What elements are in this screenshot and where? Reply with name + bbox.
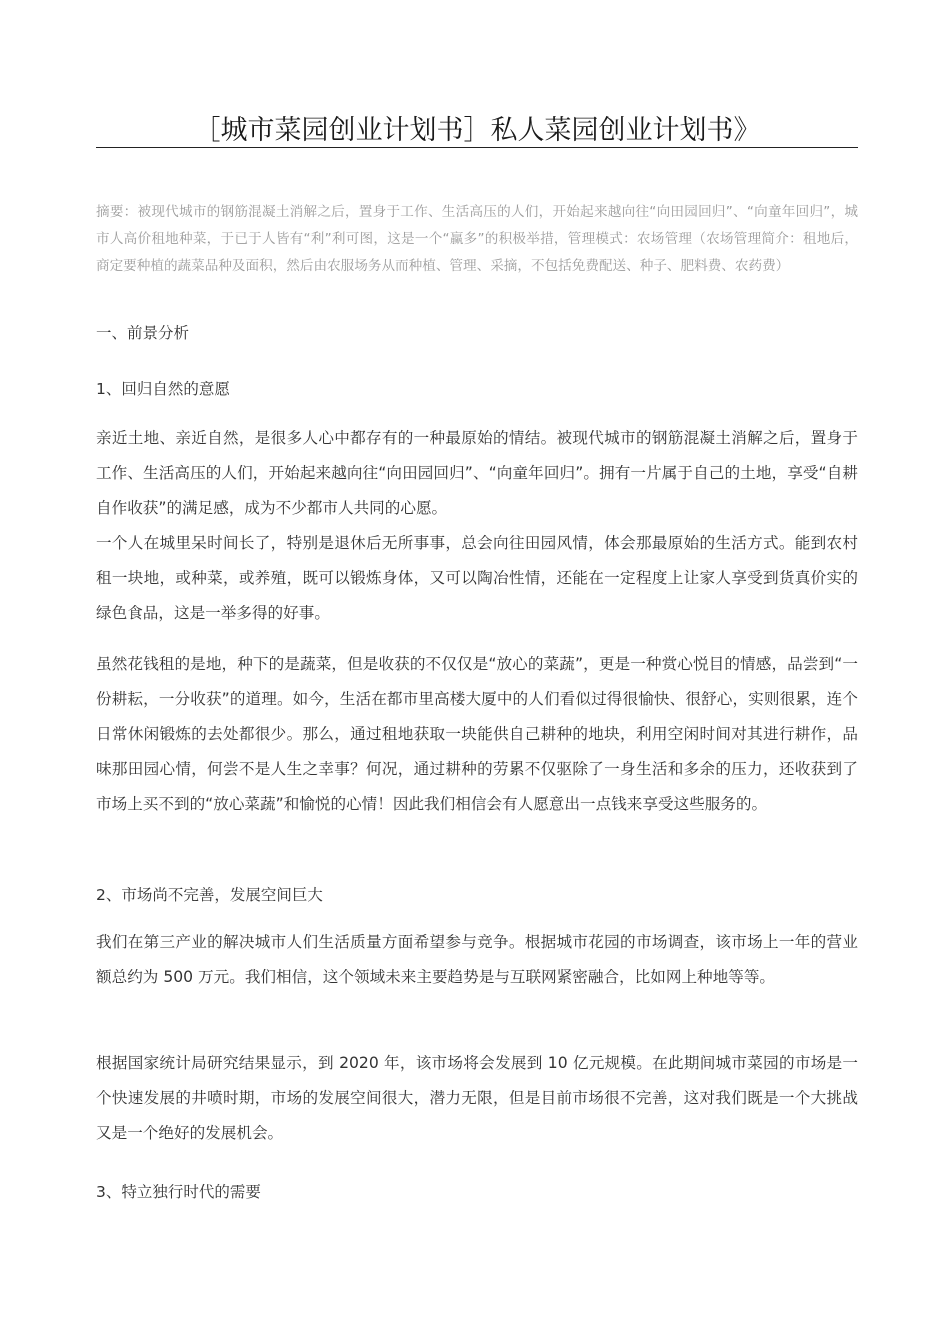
paragraph-market-1: 我们在第三产业的解决城市人们生活质量方面希望参与竞争。根据城市花园的市场调查，该市场上一年的营业额总约为 500 万元。我们相信，这个领域未来主要趋势是与互联网紧密融合，比如网上种地等等。: [96, 933, 858, 986]
section-heading-prospect: 一、前景分析: [96, 324, 190, 342]
document-title: ［城市菜园创业计划书］私人菜园创业计划书》: [193, 115, 761, 146]
subheading-independent-era: 3、特立独行时代的需要: [96, 1183, 261, 1201]
abstract-paragraph: 摘要：被现代城市的钢筋混凝土消解之后，置身于工作、生活高压的人们，开始起来越向往“向田园回归”、“向童年回归”，城市人高价租地种菜，于已于人皆有“利”利可图，这是一个“赢多”的积极举措，管理模式：农场管理（农场管理简介：租地后，商定要种植的蔬菜品种及面积，然后由农服场务从而种植、管理、采摘，不包括免费配送、种子、肥料费、农药费）: [96, 204, 858, 274]
subheading-market-space: 2、市场尚不完善，发展空间巨大: [96, 886, 323, 904]
paragraph-market-2: 根据国家统计局研究结果显示，到 2020 年，该市场将会发展到 10 亿元规模。在此期间城市菜园的市场是一个快速发展的井喷时期，市场的发展空间很大，潜力无限，但是目前市场很不完善，这对我们既是一个大挑战又是一个绝好的发展机会。: [96, 1054, 858, 1142]
paragraph-nature-1: 亲近土地、亲近自然，是很多人心中都存有的一种最原始的情结。被现代城市的钢筋混凝土消解之后，置身于工作、生活高压的人们，开始起来越向往“向田园回归”、“向童年回归”。拥有一片属于自己的土地，享受“自耕自作收获”的满足感，成为不少都市人共同的心愿。: [96, 429, 858, 517]
subheading-return-to-nature: 1、回归自然的意愿: [96, 380, 230, 398]
paragraph-nature-3: 虽然花钱租的是地，种下的是蔬菜，但是收获的不仅仅是“放心的菜蔬”，更是一种赏心悦目的情感，品尝到“一份耕耘，一分收获”的道理。如今，生活在都市里高楼大厦中的人们看似过得很愉快、很舒心，实则很累，连个日常休闲锻炼的去处都很少。那么，通过租地获取一块能供自己耕种的地块，利用空闲时间对其进行耕作，品味那田园心情，何尝不是人生之幸事？何况，通过耕种的劳累不仅驱除了一身生活和多余的压力，还收获到了市场上买不到的“放心菜蔬”和愉悦的心情！因此我们相信会有人愿意出一点钱来享受这些服务的。: [96, 655, 858, 813]
title-underline: [96, 147, 858, 148]
paragraph-nature-2: 一个人在城里呆时间长了，特别是退休后无所事事，总会向往田园风情，体会那最原始的生活方式。能到农村租一块地，或种菜，或养殖，既可以锻炼身体，又可以陶冶性情，还能在一定程度上让家人享受到货真价实的绿色食品，这是一举多得的好事。: [96, 534, 858, 622]
